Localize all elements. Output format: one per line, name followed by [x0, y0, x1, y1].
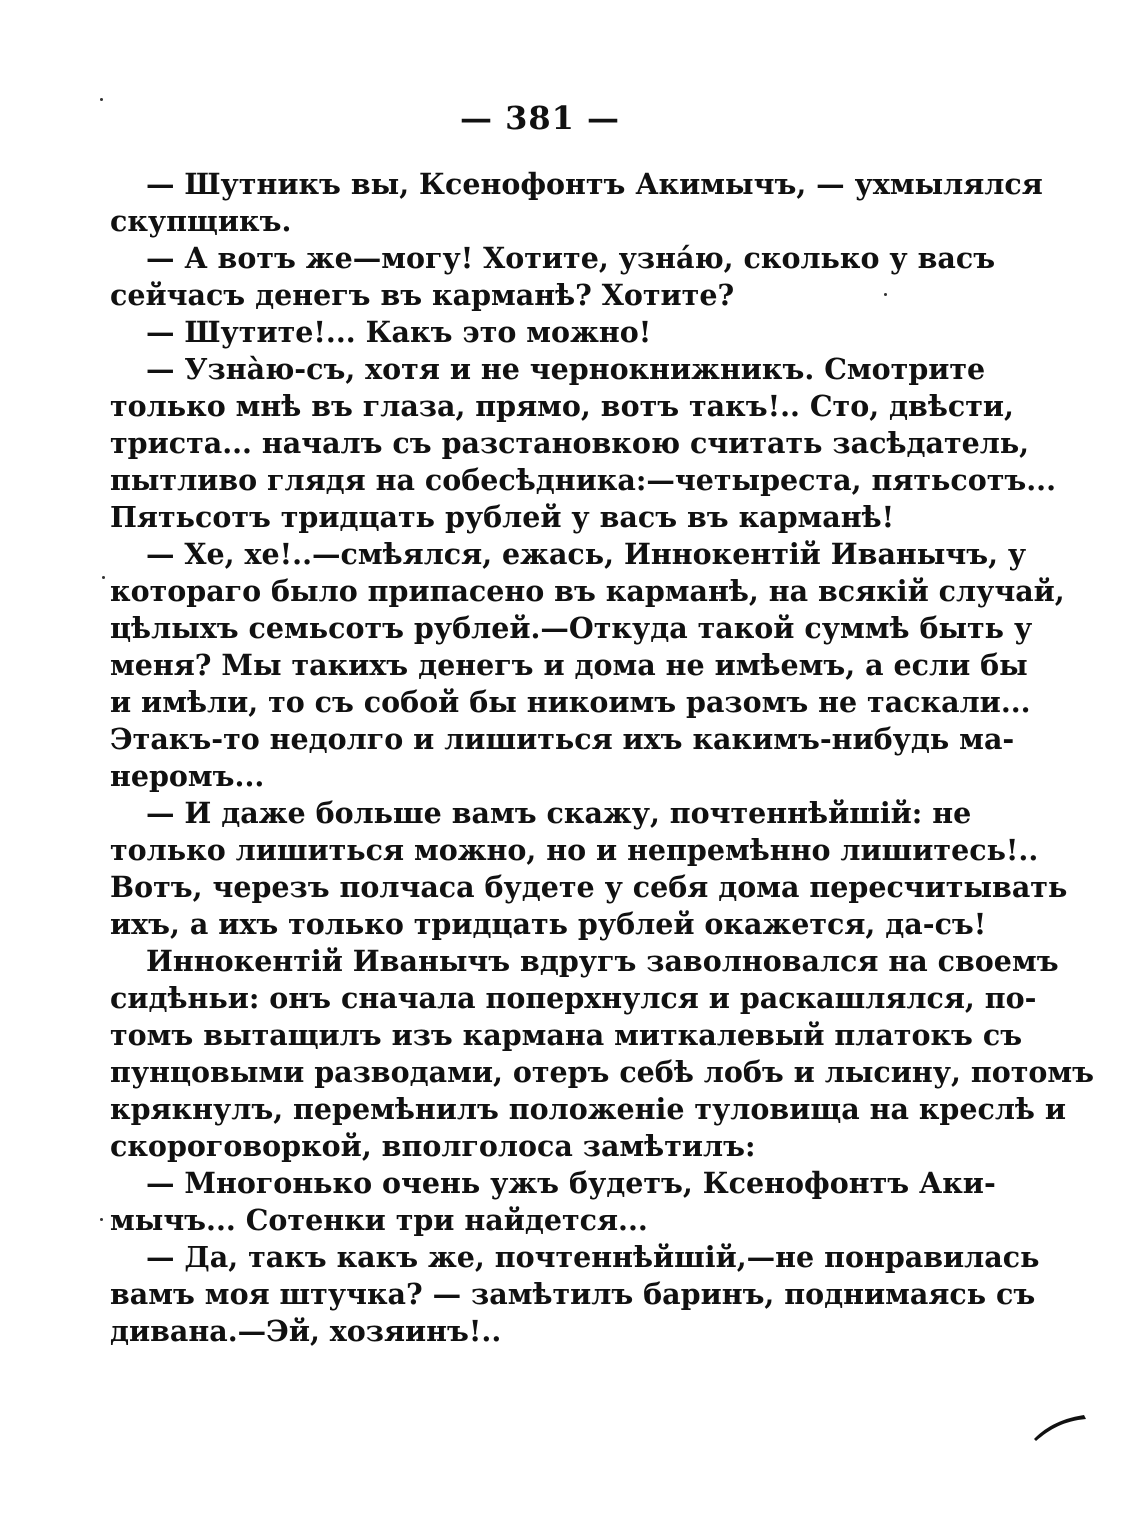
text-line: скороговоркой, вполголоса замѣтилъ:	[110, 1129, 756, 1163]
text-line: Пятьсотъ тридцать рублей у васъ въ карманѣ!	[110, 500, 895, 534]
text-line: сейчасъ денегъ въ карманѣ? Хотите?	[110, 278, 735, 312]
text-line: — Хе, хе!..—смѣялся, ежась, Иннокентій Иванычъ, у	[146, 537, 1027, 571]
text-line: и имѣли, то съ собой бы никоимъ разомъ не таскали...	[110, 685, 1031, 719]
text-line: — А вотъ же—могу! Хотите, узнáю, сколько у васъ	[146, 241, 996, 275]
text-line: — Многонько очень ужъ будетъ, Ксенофонтъ Аки-	[146, 1166, 996, 1200]
ink-speck	[100, 98, 103, 101]
text-line: только мнѣ въ глаза, прямо, вотъ такъ!.. Сто, двѣсти,	[110, 389, 1014, 423]
text-line: триста... началъ съ разстановкою считать засѣдатель,	[110, 426, 1030, 460]
text-line: неромъ...	[110, 759, 265, 793]
text-line: дивана.—Эй, хозяинъ!..	[110, 1314, 502, 1348]
text-line: меня? Мы такихъ денегъ и дома не имѣемъ, а если бы	[110, 648, 1028, 682]
text-line: только лишиться можно, но и непремѣнно лишитесь!..	[110, 833, 1039, 867]
page-number: — 381 —	[459, 99, 621, 137]
text-line: пунцовыми разводами, отеръ себѣ лобъ и лысину, потомъ	[110, 1055, 1095, 1089]
text-line: Иннокентій Иванычъ вдругъ заволновался на своемъ	[146, 944, 1059, 978]
text-line: — Шутите!... Какъ это можно!	[146, 315, 652, 349]
pencil-mark-icon	[1030, 1405, 1090, 1445]
text-line: котораго было припасено въ карманѣ, на всякій случай,	[110, 574, 1065, 608]
text-line: — Шутникъ вы, Ксенофонтъ Акимычъ, — ухмылялся	[146, 167, 1043, 201]
text-line: скупщикъ.	[110, 204, 292, 238]
text-line: томъ вытащилъ изъ кармана миткалевый платокъ съ	[110, 1018, 1023, 1052]
text-line: сидѣньи: онъ сначала поперхнулся и раскашлялся, по-	[110, 981, 1037, 1015]
text-line: цѣлыхъ семьсотъ рублей.—Откуда такой суммѣ быть у	[110, 611, 1033, 645]
ink-speck	[100, 1218, 103, 1221]
ink-speck	[884, 293, 887, 296]
text-line: мычъ... Сотенки три найдется...	[110, 1203, 648, 1237]
text-line: Вотъ, черезъ полчаса будете у себя дома пересчитывать	[110, 870, 1068, 904]
text-line: — Узнàю-съ, хотя и не чернокнижникъ. Смотрите	[146, 352, 986, 386]
text-line: — И даже больше вамъ скажу, почтеннѣйшій: не	[146, 796, 972, 830]
text-line: Этакъ-то недолго и лишиться ихъ какимъ-нибудь ма-	[110, 722, 1015, 756]
text-line: пытливо глядя на собесѣдника:—четыреста, пятьсотъ...	[110, 463, 1057, 497]
body-text	[110, 166, 1095, 1350]
ink-speck	[102, 576, 105, 579]
text-line: ихъ, а ихъ только тридцать рублей окажется, да-съ!	[110, 907, 987, 941]
text-line: — Да, такъ какъ же, почтеннѣйшій,—не понравилась	[146, 1240, 1040, 1274]
text-line: крякнулъ, перемѣнилъ положеніе туловища на креслѣ и	[110, 1092, 1067, 1126]
text-line: вамъ моя штучка? — замѣтилъ баринъ, поднимаясь съ	[110, 1277, 1036, 1311]
